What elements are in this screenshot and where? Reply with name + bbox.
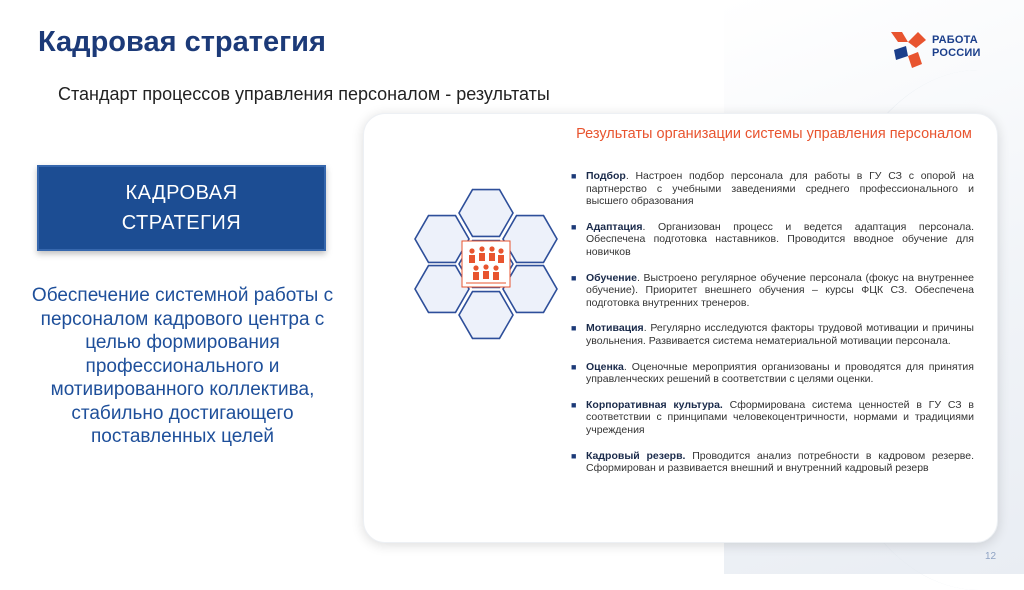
page-number: 12 xyxy=(985,551,997,562)
results-item-separator: . xyxy=(643,322,651,335)
results-item xyxy=(559,361,974,386)
results-item-separator: . xyxy=(623,360,632,373)
bullet-icon: ■ xyxy=(571,399,577,410)
hexagon-cell xyxy=(415,216,469,263)
bullet-icon: ■ xyxy=(571,221,577,232)
team-icon xyxy=(462,241,510,287)
results-item-term: Подбор xyxy=(586,170,626,182)
results-item-text: Организован процесс и ведется адаптация персонала. Обеспечена подготовка наставников. Проводится вводное обучение для новичков xyxy=(586,220,974,258)
page-title: Кадровая стратегия xyxy=(38,26,326,58)
bullet-icon: ■ xyxy=(571,361,577,372)
results-item xyxy=(559,221,974,259)
mission-text: Обеспечение системной работы с персоналом кадрового центра с целью формирования профессионального и мотивированного коллектива, стабильно достигающего поставленных целей xyxy=(31,285,334,447)
hexagon-cell xyxy=(503,266,557,313)
results-item xyxy=(559,322,974,347)
hexagon-cell xyxy=(415,266,469,313)
results-item-separator xyxy=(723,399,730,411)
results-item xyxy=(559,399,974,437)
results-item-separator: . xyxy=(642,220,658,233)
results-item-text: Проводится анализ потребности в кадровом резерве. Сформирован и развивается внешний и внутренний кадровый резерв xyxy=(586,449,975,475)
logo-text: РАБОТА РОССИИ xyxy=(932,34,981,59)
results-item-text: Настроен подбор персонала для работы в ГУ СЗ с опорой на партнерство с учебными заведениями среднего профессионального и высшего образования xyxy=(586,170,974,208)
results-item-separator: . xyxy=(625,170,636,182)
bullet-icon: ■ xyxy=(571,323,577,334)
bullet-icon: ■ xyxy=(571,450,577,461)
results-item-text: Оценочные мероприятия организованы и проводятся для принятия управленческих решений в соответствии с целями оценки. xyxy=(586,360,974,386)
results-item xyxy=(559,272,974,310)
bullet-icon: ■ xyxy=(571,272,577,283)
results-item-text: Регулярно исследуются факторы трудовой мотивации и причины увольнения. Развивается система нематериальной мотивации персонала. xyxy=(586,322,974,347)
results-item-text: Сформирована система ценностей в ГУ СЗ в соответствии с принципами человекоцентричности, нормами и традициями учреждения xyxy=(586,398,974,436)
results-card xyxy=(363,113,998,543)
results-item-term: Мотивация xyxy=(586,322,644,335)
strategy-box-line2: СТРАТЕГИЯ xyxy=(121,212,242,234)
results-item-text: Выстроено регулярное обучение персонала (фокус на внутреннее обучение). Приоритет внешнего обучения – курсы ФЦК СЗ. Обеспечена подготовка внутренних тренеров. xyxy=(586,271,975,309)
results-item-term: Адаптация xyxy=(586,220,643,233)
results-item-term: Обучение xyxy=(586,271,637,284)
results-item-term: Кадровый резерв. xyxy=(586,449,686,462)
strategy-box xyxy=(37,165,326,251)
hexagon-cell xyxy=(459,292,513,339)
results-item-term: Оценка xyxy=(586,360,624,373)
results-item xyxy=(559,170,974,208)
hexagon-cell xyxy=(503,216,557,263)
strategy-box-line1: КАДРОВАЯ xyxy=(125,182,238,204)
results-list xyxy=(559,170,974,488)
results-item-separator: . xyxy=(636,271,644,284)
results-card-title: Результаты организации системы управления персоналом xyxy=(576,126,972,142)
logo-mark-icon xyxy=(888,28,928,72)
results-item xyxy=(559,450,974,475)
rabota-rossii-logo xyxy=(888,28,1008,72)
hexagon-cell xyxy=(459,190,513,237)
page-subtitle: Стандарт процессов управления персоналом - результаты xyxy=(58,84,550,104)
bullet-icon: ■ xyxy=(571,171,577,181)
results-item-term: Корпоративная культура. xyxy=(586,398,723,411)
hexagon-diagram xyxy=(406,179,566,349)
